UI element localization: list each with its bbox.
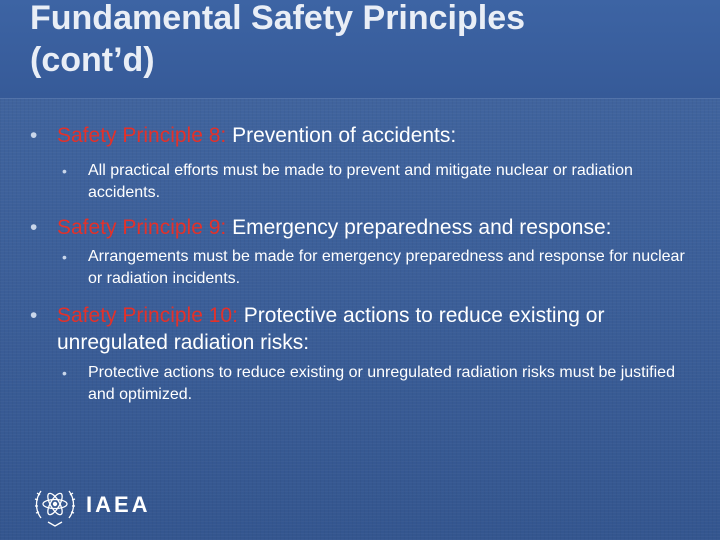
principle-8-detail-text: All practical efforts must be made to prevent and mitigate nuclear or radiation accidents. [88, 162, 633, 201]
principle-10-detail-text: Protective actions to reduce existing or unregulated radiation risks must be justified and optimized. [88, 364, 675, 403]
bullet-dot-icon: • [30, 304, 38, 327]
principle-8-bullet [30, 122, 700, 149]
principle-10-detail [60, 362, 700, 406]
bullet-dot-icon: • [30, 216, 38, 239]
title-divider [0, 98, 720, 99]
slide-title: Fundamental Safety Principles (cont’d) [30, 0, 526, 79]
iaea-emblem-icon [32, 482, 78, 528]
principle-8-heading: Prevention of accidents: [226, 124, 457, 147]
iaea-logo-text: IAEA [86, 492, 151, 517]
principle-10-heading: Protective actions to reduce existing or unregulated radiation risks: [57, 304, 605, 354]
principle-9-detail-text: Arrangements must be made for emergency preparedness and response for nuclear or radiation incidents. [88, 248, 685, 287]
sub-bullet-dot-icon: • [62, 249, 67, 265]
principle-9-detail [60, 246, 700, 290]
principle-9-heading: Emergency preparedness and response: [226, 216, 612, 239]
principle-9-label: Safety Principle 9: [57, 216, 227, 239]
principle-9-bullet [30, 214, 700, 241]
principle-8-label: Safety Principle 8: [57, 124, 227, 147]
principle-10-label: Safety Principle 10: [57, 304, 238, 327]
sub-bullet-dot-icon: • [62, 163, 67, 179]
iaea-logo [32, 482, 151, 528]
principle-10-text [57, 302, 700, 356]
bullet-dot-icon: • [30, 124, 38, 147]
principle-8-text [57, 122, 700, 149]
principle-9-text [57, 214, 700, 241]
principle-8-detail [60, 160, 700, 204]
principle-10-bullet [30, 302, 700, 356]
sub-bullet-dot-icon: • [62, 365, 67, 381]
